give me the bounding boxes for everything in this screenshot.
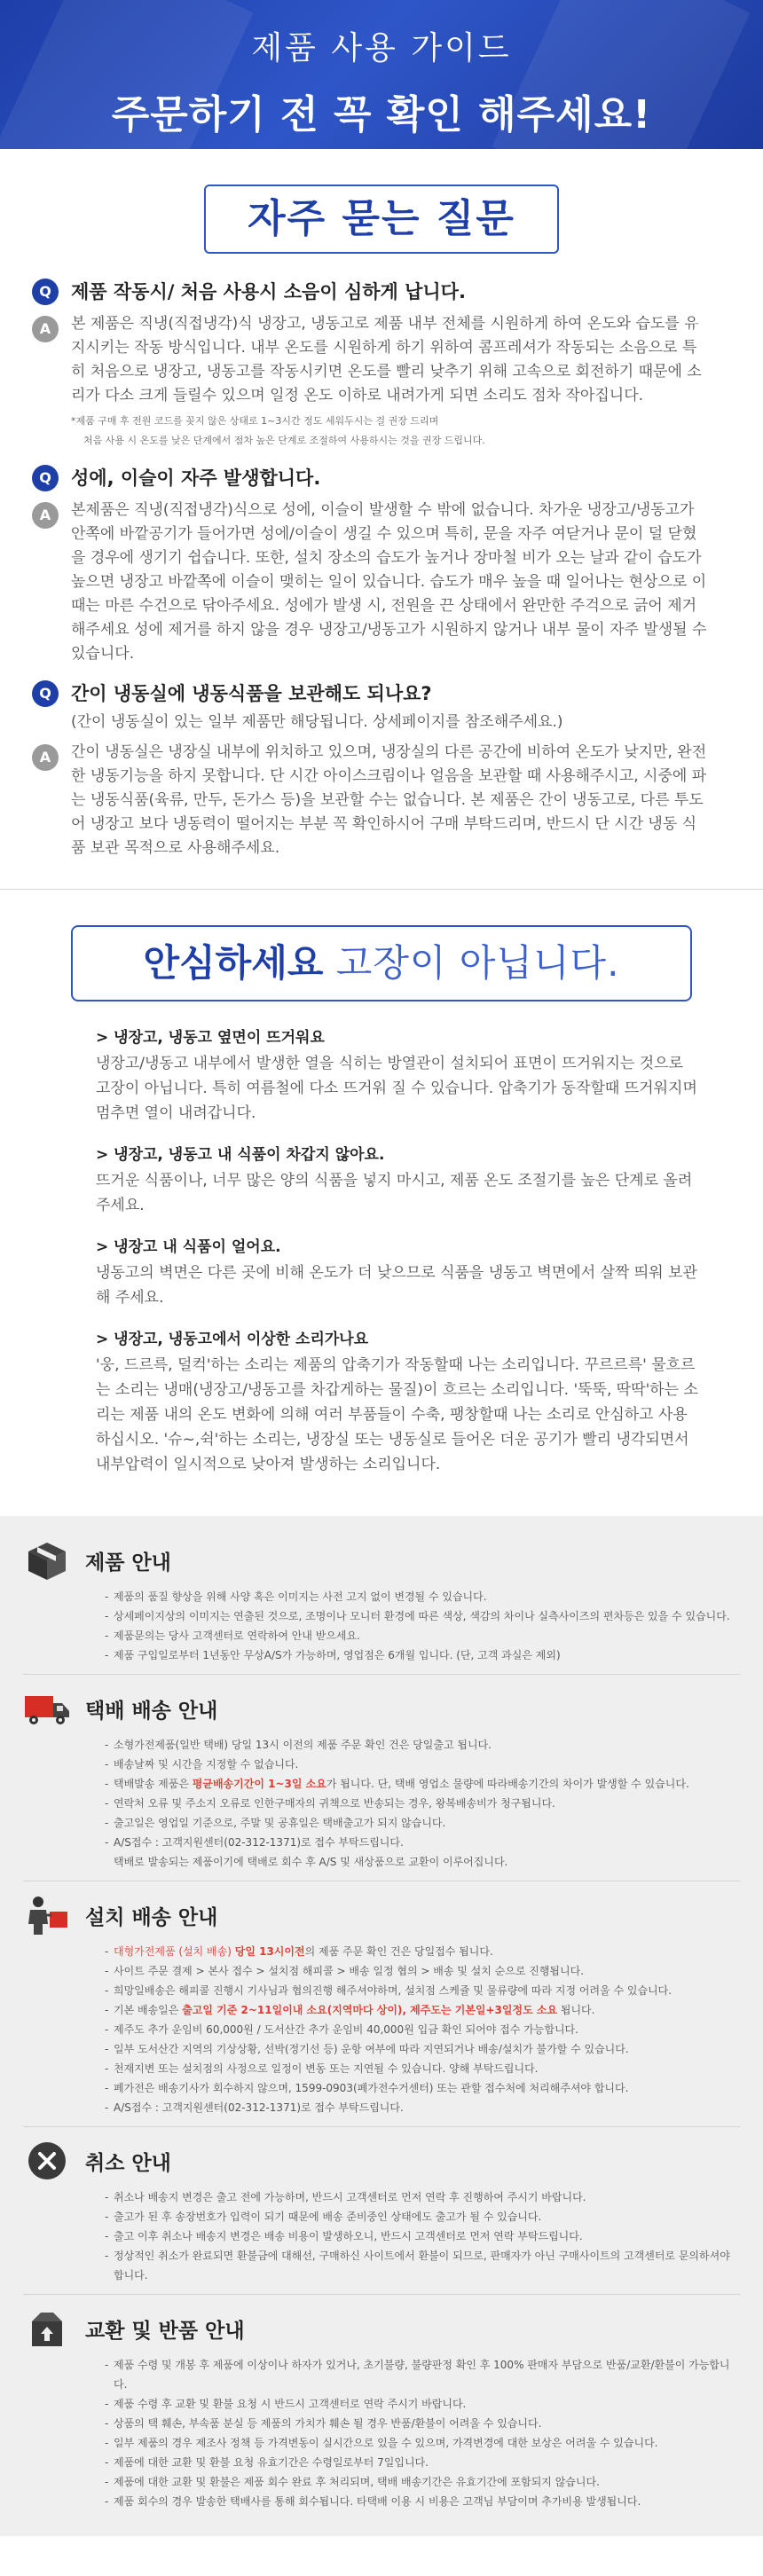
not-broken-title-bold: 안심하세요	[143, 941, 324, 985]
guide-line-text: 기본 배송일은	[114, 2004, 183, 2016]
question-text: 성에, 이슬이 자주 발생합니다.	[71, 467, 321, 489]
installer-worker-icon	[23, 1894, 71, 1936]
guide-line-highlight: - 폐가전은 배송기사가 회수하지 않으며, 1599-0903(폐가전수거센터) 또는 관할 접수처에 처리해주셔야 합니다.	[105, 2078, 740, 2098]
faq-title: 자주 묻는 질문	[204, 185, 559, 254]
guide-title: 취소 안내	[85, 2151, 171, 2175]
not-broken-body: 뜨거운 식품이나, 너무 많은 양의 식품을 넣지 마시고, 제품 온도 조절기를 높은 단계로 올려주세요.	[96, 1172, 693, 1214]
product-info-guide	[23, 1527, 740, 1675]
guide-line: - 제품문의는 당사 고객센터로 연락하여 안내 받으세요.	[105, 1626, 740, 1645]
not-broken-title	[71, 925, 692, 1001]
not-broken-item	[32, 1234, 731, 1310]
answer-text: 간이 냉동실은 냉장실 내부에 위치하고 있으며, 냉장실의 다른 공간에 비하여 온도가 낮지만, 완전한 냉동기능을 하지 못합니다. 단 시간 아이스크림이나 얼음을 보관할 때 사용해주시고, 시중에 파는 냉동식품(육류, 만두, 돈가스 등)을 보관할 수는 없습니다. 본 제품은 간이 냉동고로, 다른 투도어 냉장고 보다 냉동력이 떨어지는 부분 꼭 확인하시어 구매 부탁드리며, 반드시 단 시간 냉동 식품 보관 목적으로 사용해주세요.	[71, 743, 707, 857]
not-broken-body: 냉장고/냉동고 내부에서 발생한 열을 식히는 방열관이 설치되어 표면이 뜨거워지는 것으로 고장이 아닙니다. 특히 여름철에 다소 뜨거워 질 수 있습니다. 압축기가 동작할때 뜨거워지며 멈추면 열이 내려갑니다.	[96, 1055, 697, 1122]
guide-list	[23, 2187, 740, 2285]
guide-title: 택배 배송 안내	[85, 1699, 218, 1723]
guide-line: - A/S접수 : 고객지원센터(02-312-1371)로 접수 부탁드립니다.	[105, 2098, 740, 2117]
question-subtext: (간이 냉동실이 있는 일부 제품만 해당됩니다. 상세페이지를 참조해주세요.)	[71, 713, 563, 731]
guide-line	[105, 2000, 740, 2020]
faq-section	[0, 149, 763, 889]
guide-title: 설치 배송 안내	[85, 1905, 218, 1929]
guide-line: - 제품 구입일로부터 1년동안 무상A/S가 가능하며, 영업점은 6개월 입니다. (단, 고객 과실은 제외)	[105, 1645, 740, 1665]
guide-line-highlight: 평균배송기간이 1~3일 소요	[192, 1778, 326, 1790]
guide-list	[23, 1735, 740, 1872]
answer-badge: A	[32, 316, 59, 342]
parcel-delivery-guide	[23, 1675, 740, 1881]
answer-text: 본 제품은 직냉(직접냉각)식 냉장고, 냉동고로 제품 내부 전체를 시원하게 하여 온도와 습도를 유지시키는 작동 방식입니다. 내부 온도를 시원하게 하기 위하여 콤프레셔가 작동되는 소음으로 특히 처음으로 냉장고, 냉동고를 작동시키면 온도를 빨리 낮추기 위해 고속으로 회전하기 때문에 소리가 다소 크게 들릴수 있으며 일정 온도 이하로 내려가게 되면 소리도 점차 작아집니다.	[71, 315, 702, 404]
guide-line: - 제품의 품질 향상을 위해 사양 혹은 이미지는 사전 고지 없이 변경될 수 있습니다.	[105, 1587, 740, 1606]
answer-badge: A	[32, 502, 59, 529]
header-banner	[0, 0, 763, 149]
guide-line-text: 택배발송 제품은	[114, 1778, 193, 1790]
guide-line: - 제품에 대한 교환 및 환불은 제품 회수 완료 후 처리되며, 택배 배송기간은 유효기간에 포함되지 않습니다.	[105, 2472, 740, 2492]
guide-line: - 취소나 배송지 변경은 출고 전에 가능하며, 반드시 고객센터로 먼저 연락 후 진행하여 주시기 바랍니다.	[105, 2187, 740, 2207]
guide-line: - 제품 수령 후 교환 및 환불 요청 시 반드시 고객센터로 연락 주시기 바랍니다.	[105, 2394, 740, 2414]
answer-text: 본제품은 직냉(직접냉각)식으로 성에, 이슬이 발생할 수 밖에 없습니다. 차가운 냉장고/냉동고가 안쪽에 바깥공기가 들어가면 성에/이슬이 생길 수 있으며 특히, 문을 자주 여닫거나 문이 덜 닫혔을 경우에 생기기 쉽습니다. 또한, 설치 장소의 습도가 높거나 장마철 비가 오는 날과 같이 습도가 높으면 냉장고 바깥쪽에 이슬이 맺히는 일이 있습니다. 습도가 매우 높을 때 일어나는 현상으로 이때는 마른 수건으로 닦아주세요. 성에가 발생 시, 전원을 끈 상태에서 완만한 주걱으로 긁어 제거해주세요 성에 제거를 하지 않을 경우 냉장고/냉동고가 시원하지 않거나 내부 물이 자주 발생될 수 있습니다.	[71, 501, 707, 663]
guide-line-text: 대형가전제품 (설치 배송)	[114, 1945, 235, 1958]
guide-line: - 연락처 오류 및 주소지 오류로 인한구매자의 귀책으로 반송되는 경우, 왕복배송비가 청구됩니다.	[105, 1794, 740, 1813]
not-broken-item	[32, 1326, 731, 1477]
guide-line-text: 의 제품 주문 확인 건은 당일접수 됩니다.	[304, 1945, 493, 1958]
guide-line: - 출고가 된 후 송장번호가 입력이 되기 때문에 배송 준비중인 상태에도 출고가 될 수 있습니다.	[105, 2207, 740, 2227]
cancel-x-icon	[23, 2140, 71, 2182]
answer-note: *제품 구매 후 전원 코드를 꽂지 않은 상태로 1~3시간 정도 세워두시는 걸 권장 드리며	[71, 415, 439, 427]
question-text: 간이 냉동실에 냉동식품을 보관해도 되나요?	[71, 683, 432, 704]
not-broken-heading: > 냉장고, 냉동고 옆면이 뜨거워요	[96, 1029, 325, 1047]
guide-line: - 일부 제품의 경우 제조사 정책 등 가격변동이 실시간으로 있을 수 있으며, 가격변경에 대한 보상은 어려울 수 있습니다.	[105, 2433, 740, 2453]
guide-sections	[0, 1516, 763, 2536]
guide-title: 제품 안내	[85, 1551, 171, 1575]
not-broken-title-light: 고장이 아닙니다.	[323, 941, 620, 985]
question-badge: Q	[32, 279, 59, 305]
guide-line-text: 가 됩니다. 단, 택배 영업소 물량에 따라배송기간의 차이가 발생할 수 있습니다.	[326, 1778, 689, 1790]
guide-line: - 출고일은 영업일 기준으로, 주말 및 공휴일은 택배출고가 되지 않습니다.	[105, 1813, 740, 1833]
not-broken-item	[32, 1142, 731, 1218]
guide-line-highlight: - 소형가전제품(일반 택배) 당일 13시 이전의 제품 주문 확인 건은 당일출고 됩니다.	[105, 1735, 740, 1755]
not-broken-heading: > 냉장고 내 식품이 얼어요.	[96, 1238, 281, 1256]
banner-subtitle: 제품 사용 가이드	[251, 30, 512, 67]
guide-line: - 상품의 택 훼손, 부속품 분실 등 제품의 가치가 훼손 될 경우 반품/환불이 어려울 수 있습니다.	[105, 2414, 740, 2433]
not-broken-item	[32, 1025, 731, 1126]
guide-line: - 천재지변 또는 설치점의 사정으로 일정이 변동 또는 지연될 수 있습니다. 양해 부탁드립니다.	[105, 2059, 740, 2078]
installation-delivery-guide	[23, 1881, 740, 2127]
guide-line: - 정상적인 취소가 완료되면 환불금에 대해선, 구매하신 사이트에서 환불이 되므로, 판매자가 아닌 구매사이트의 고객센터로 문의하셔야 합니다.	[105, 2246, 740, 2285]
guide-line: - 제품 수령 및 개봉 후 제품에 이상이나 하자가 있거나, 초기불량, 불량판정 확인 후 100% 판매자 부담으로 반품/교환/환불이 가능합니다.	[105, 2355, 740, 2394]
guide-line: - 배송날짜 및 시간을 지정할 수 없습니다.	[105, 1755, 740, 1774]
guide-line-text: 됩니다.	[557, 2004, 595, 2016]
guide-list	[23, 2355, 740, 2511]
question-badge: Q	[32, 465, 59, 491]
not-broken-heading: > 냉장고, 냉동고 내 식품이 차갑지 않아요.	[96, 1146, 385, 1164]
guide-line: - 사이트 주문 결제 > 본사 접수 > 설치점 해피콜 > 배송 일정 협의 > 배송 및 설치 순으로 진행됩니다.	[105, 1961, 740, 1981]
guide-line: - 희망일배송은 해피콜 진행시 기사님과 협의진행 해주셔야하며, 설치점 스케쥴 및 물류량에 따라 지정 어려울 수 있습니다.	[105, 1981, 740, 2000]
faq-item	[32, 277, 731, 451]
question-text: 제품 작동시/ 처음 사용시 소음이 심하게 납니다.	[71, 281, 466, 302]
banner-title: 주문하기 전 꼭 확인 해주세요!	[111, 92, 652, 137]
package-box-icon	[23, 1539, 71, 1582]
guide-line-highlight: 당일 13시이전	[234, 1945, 305, 1958]
delivery-truck-icon	[23, 1687, 71, 1730]
guide-line: - 제품에 대한 교환 및 환불 요청 유효기간은 수령일로부터 7일입니다.	[105, 2453, 740, 2472]
answer-badge: A	[32, 744, 59, 771]
guide-line: - 일부 도서산간 지역의 기상상황, 선박(정기선 등) 운항 여부에 따라 지연되거나 배송/설치가 불가할 수 있습니다.	[105, 2039, 740, 2059]
guide-line: 택배로 발송되는 제품이기에 택배로 회수 후 A/S 및 새상품으로 교환이 이루어집니다.	[114, 1856, 508, 1868]
guide-line: - 제품 회수의 경우 발송한 택배사를 통해 회수됩니다. 타택배 이용 시 비용은 고객님 부담이며 추가비용 발생됩니다.	[105, 2492, 740, 2511]
faq-item	[32, 463, 731, 666]
question-badge: Q	[32, 680, 59, 707]
guide-line: - A/S접수 : 고객지원센터(02-312-1371)로 접수 부탁드립니다.	[105, 1833, 740, 1852]
guide-line	[105, 1774, 740, 1794]
cancellation-guide	[23, 2127, 740, 2295]
not-broken-body: '웅, 드르륵, 덜컥'하는 소리는 제품의 압축기가 작동할때 나는 소리입니다. 꾸르르륵' 물흐르는 소리는 냉매(냉장고/냉동고를 차갑게하는 물질)이 흐르는 소리입니다. '뚝뚝, 딱딱'하는 소리는 제품 내의 온도 변화에 의해 여러 부품들이 수축, 팽창할때 나는 소리로 안심하고 사용하십시오. '슈~,쉭'하는 소리는, 냉장실 또는 냉동실로 들어온 더운 공기가 빨리 냉각되면서 내부압력이 일시적으로 낮아져 발생하는 소리입니다.	[96, 1356, 698, 1473]
guide-line-highlight: 출고일 기준 2~11일이내 소요(지역마다 상이), 제주도는 기본일+3일정도 소요	[182, 2004, 558, 2016]
answer-note: 처음 사용 시 온도를 낮은 단계에서 점차 높은 단계로 조절하여 사용하시는 것을 권장 드립니다.	[83, 435, 485, 446]
not-broken-body: 냉동고의 벽면은 다른 곳에 비해 온도가 더 낮으므로 식품을 냉동고 벽면에서 살짝 띄워 보관해 주세요.	[96, 1264, 697, 1307]
guide-line: - 출고 이후 취소나 배송지 변경은 배송 비용이 발생하오니, 반드시 고객센터로 먼저 연락 부탁드립니다.	[105, 2227, 740, 2246]
exchange-return-guide	[23, 2295, 740, 2520]
guide-line	[105, 1942, 740, 1961]
guide-line: - 상세페이지상의 이미지는 연출된 것으로, 조명이나 모니터 환경에 따른 색상, 색감의 차이나 실측사이즈의 편차등은 있을 수 있습니다.	[105, 1606, 740, 1626]
guide-list	[23, 1942, 740, 2117]
faq-item	[32, 679, 731, 860]
not-broken-heading: > 냉장고, 냉동고에서 이상한 소리가나요	[96, 1331, 369, 1348]
not-broken-section	[0, 890, 763, 1516]
guide-list	[23, 1587, 740, 1665]
guide-title: 교환 및 반품 안내	[85, 2319, 245, 2343]
guide-line: - 제주도 추가 운임비 60,000원 / 도서산간 추가 운임비 40,000원 입금 확인 되어야 접수 가능합니다.	[105, 2020, 740, 2039]
return-box-icon	[23, 2307, 71, 2350]
